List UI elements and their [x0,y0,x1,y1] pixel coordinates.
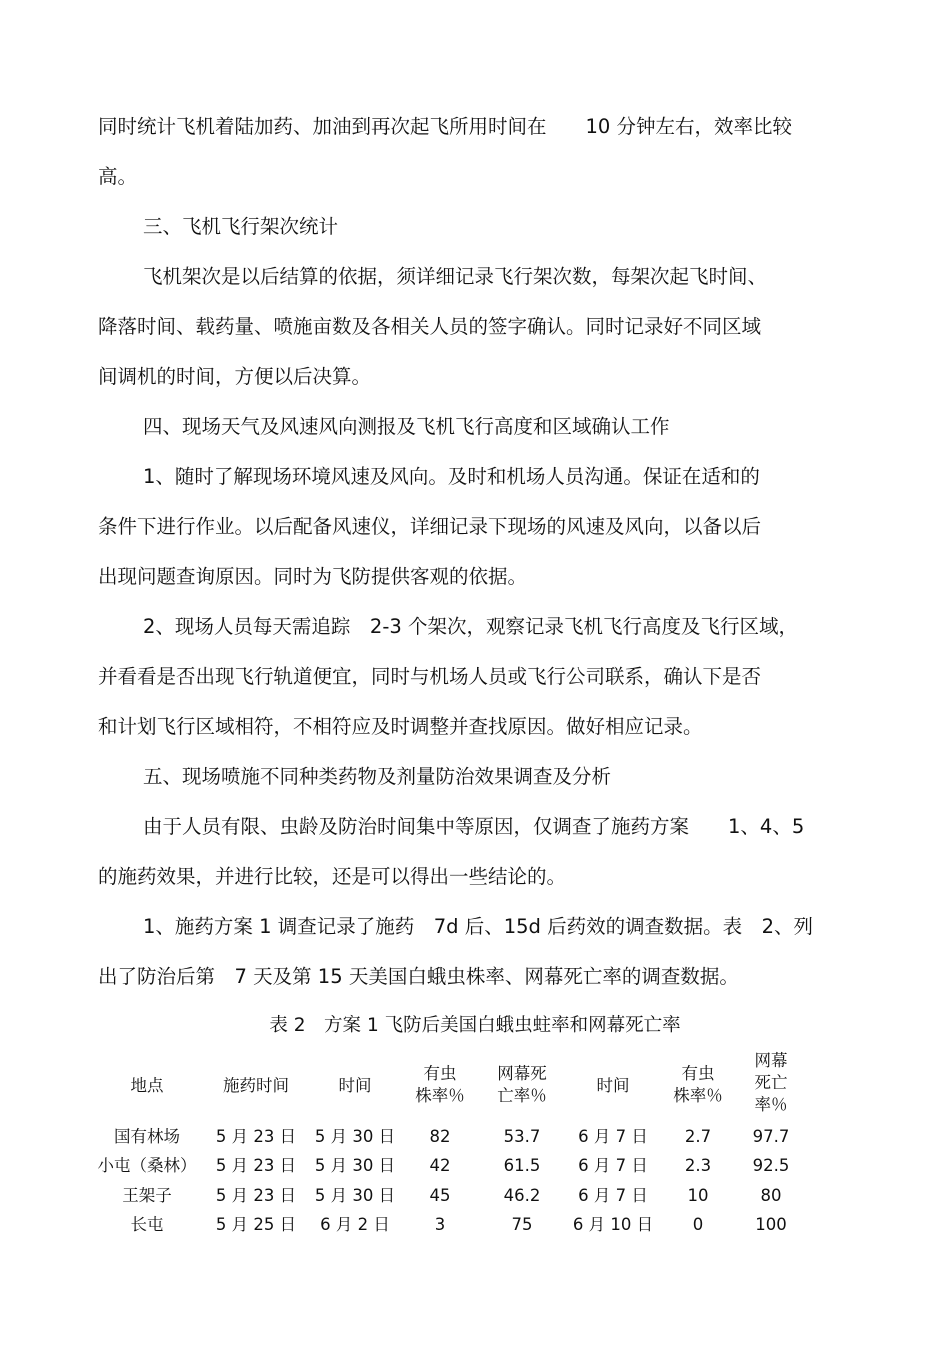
table-cell: 10 [687,1186,709,1205]
table-header-cell: 时间 [596,1076,630,1095]
table-cell: 5 月 30 日 [314,1156,396,1175]
paragraph-line: 1、随时了解现场环境风速及风向。及时和机场人员沟通。保证在适和的 [143,465,760,488]
table-cell: 61.5 [503,1156,541,1175]
table-cell: 2.3 [684,1156,712,1175]
table-cell: 6 月 7 日 [578,1127,648,1146]
table-header-cell: 网幕 死亡 率％ [754,1051,788,1114]
table-header-cell: 施药时间 [223,1076,289,1095]
table-cell: 2.7 [684,1127,712,1146]
paragraph-line: 的施药效果，并进行比较，还是可以得出一些结论的。 [98,865,567,888]
table-cell: 3 [434,1215,446,1234]
table-header-cell: 有虫 株率％ [415,1064,465,1105]
paragraph-line: 条件下进行作业。以后配备风速仪，详细记录下现场的风速及风向，以备以后 [98,515,762,538]
table-cell: 国有林场 [114,1127,180,1146]
table-cell: 5 月 23 日 [215,1186,297,1205]
table-cell: 42 [429,1156,451,1175]
table-cell: 6 月 7 日 [578,1186,648,1205]
table-cell: 5 月 23 日 [215,1156,297,1175]
table-cell: 王架子 [122,1186,172,1205]
table-cell: 5 月 30 日 [314,1127,396,1146]
paragraph-line: 2、现场人员每天需追踪 2-3 个架次，观察记录飞机飞行高度及飞行区域， [143,615,798,638]
table-cell: 0 [692,1215,704,1234]
table-cell: 92.5 [752,1156,790,1175]
table-cell: 5 月 23 日 [215,1127,297,1146]
table-cell: 小屯（桑林） [97,1156,197,1175]
paragraph-line: 降落时间、载药量、喷施亩数及各相关人员的签字确认。同时记录好不同区域 [98,315,762,338]
paragraph-line: 出了防治后第 7 天及第 15 天美国白蛾虫株率、网幕死亡率的调查数据。 [98,965,739,988]
table-cell: 97.7 [752,1127,790,1146]
table-cell: 100 [755,1215,787,1234]
table-cell: 46.2 [503,1186,541,1205]
table-header-cell: 时间 [338,1076,372,1095]
table-caption: 表 2 方案 1 飞防后美国白蛾虫蛀率和网幕死亡率 [269,1015,681,1036]
table-cell: 45 [429,1186,451,1205]
paragraph-line: 1、施药方案 1 调查记录了施药 7d 后、15d 后药效的调查数据。表 2、列 [143,915,813,938]
section-heading: 五、现场喷施不同种类药物及剂量防治效果调查及分析 [143,765,612,788]
section-heading: 四、现场天气及风速风向测报及飞机飞行高度和区域确认工作 [143,415,670,438]
paragraph-line: 高。 [98,165,138,188]
table-cell: 82 [429,1127,451,1146]
table-header-cell: 有虫 株率％ [673,1064,723,1105]
paragraph-line: 并看看是否出现飞行轨道便宜，同时与机场人员或飞行公司联系，确认下是否 [98,665,762,688]
paragraph-line: 飞机架次是以后结算的依据，须详细记录飞行架次数，每架次起飞时间、 [143,265,768,288]
table-header-cell: 网幕死 亡率％ [497,1064,547,1105]
table-cell: 5 月 25 日 [215,1215,297,1234]
table-cell: 6 月 7 日 [578,1156,648,1175]
table-cell: 80 [760,1186,782,1205]
table-cell: 53.7 [503,1127,541,1146]
paragraph-line: 间调机的时间，方便以后决算。 [98,365,372,388]
paragraph-line: 出现问题查询原因。同时为飞防提供客观的依据。 [98,565,528,588]
table-cell: 6 月 2 日 [320,1215,390,1234]
section-heading: 三、飞机飞行架次统计 [143,215,339,238]
table-cell: 长屯 [130,1215,164,1234]
table-header-cell: 地点 [130,1076,164,1095]
paragraph-line: 同时统计飞机着陆加药、加油到再次起飞所用时间在 10 分钟左右，效率比较 [98,115,793,138]
table-cell: 5 月 30 日 [314,1186,396,1205]
paragraph-line: 和计划飞行区域相符，不相符应及时调整并查找原因。做好相应记录。 [98,715,703,738]
table-cell: 6 月 10 日 [572,1215,654,1234]
paragraph-line: 由于人员有限、虫龄及防治时间集中等原因，仅调查了施药方案 1、4、5 [143,815,805,838]
table-cell: 75 [511,1215,533,1234]
